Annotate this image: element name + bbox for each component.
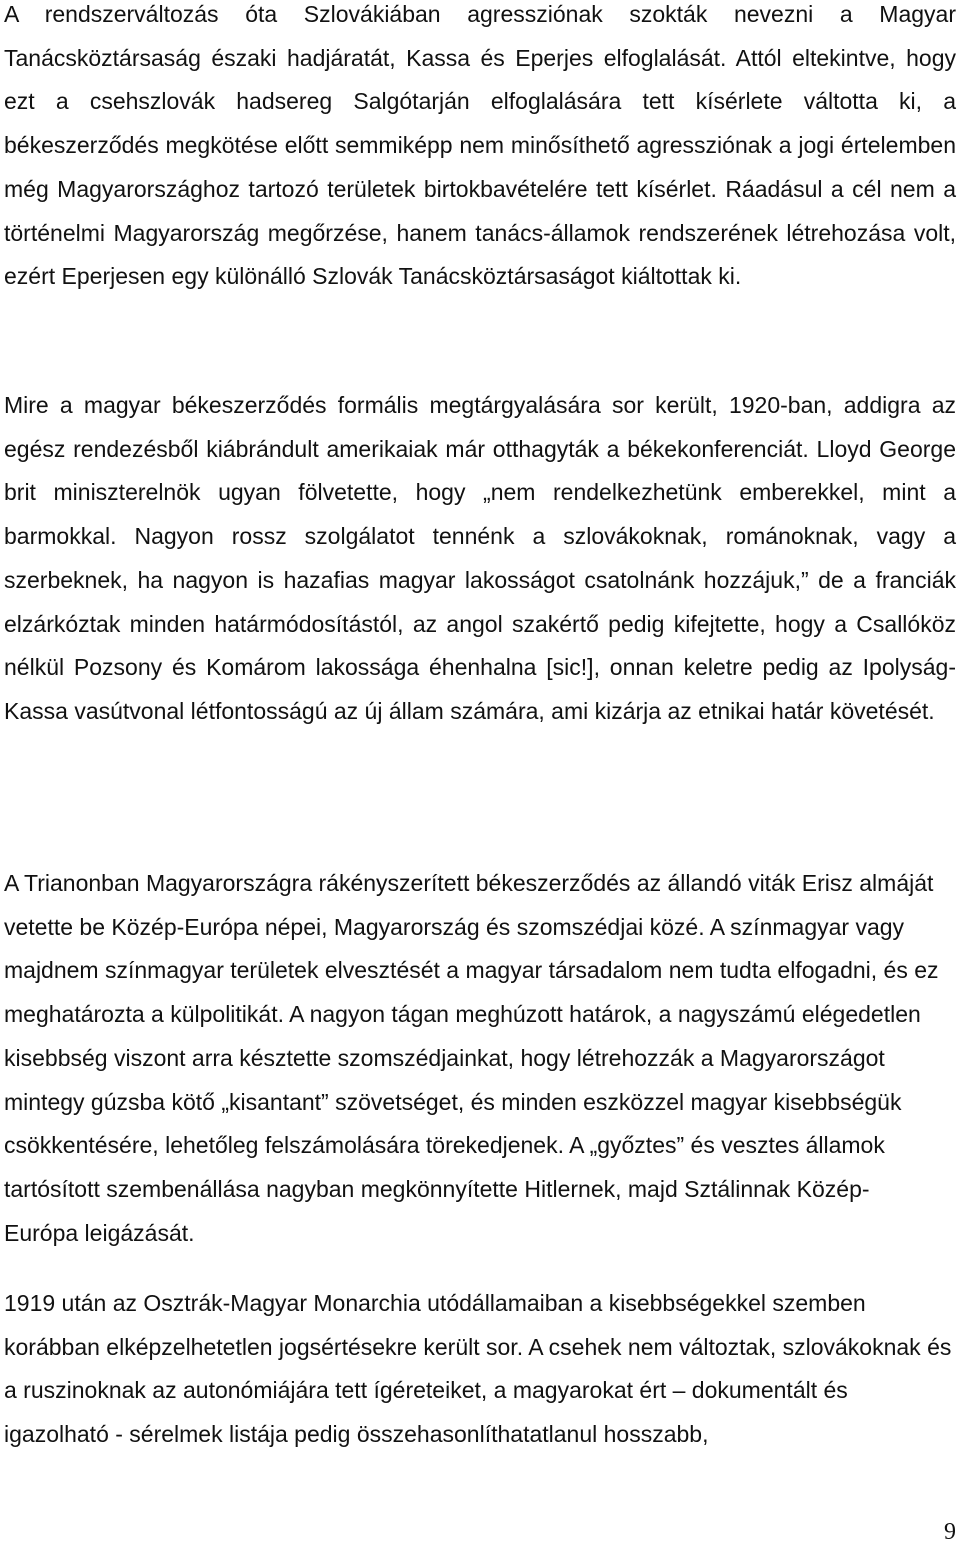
paragraph-4: 1919 után az Osztrák-Magyar Monarchia utódállamaiban a kisebbségekkel szemben korábban elképzelhetetlen jogsértésekre került sor. A csehek nem változtak, szlovákoknak és a ruszinoknak az autonómiájára tett ígéreteiket, a magyarokat ért – dokumentált és igazolható - sérelmek listája pedig összehasonlíthatatlanul hosszabb, bbox=[4, 1290, 952, 1448]
paragraph-1: A rendszerváltozás óta Szlovákiában agressziónak szokták nevezni a Magyar Tanácsköztársaság északi hadjáratát, Kassa és Eperjes elfoglalását. Attól eltekintve, hogy ezt a csehszlovák hadsereg Salgótarján elfoglalására tett kísérlete váltotta ki, a békeszerződés megkötése előtt semmiképp nem minősíthető agressziónak a jogi értelemben még Magyarországhoz tartozó területek birtokbavételére tett kísérlet. Ráadásul a cél nem a történelmi Magyarország megőrzése, hanem tanács-államok rendszerének létrehozása volt, ezért Eperjesen egy különálló Szlovák Tanácsköztársaságot kiáltottak ki. bbox=[4, 1, 956, 290]
page-number: 9 bbox=[944, 1519, 956, 1545]
paragraph-2: Mire a magyar békeszerződés formális megtárgyalására sor került, 1920-ban, addigra az egész rendezésből kiábrándult amerikaiak már otthagyták a békekonferenciát. Lloyd George brit miniszterelnök ugyan fölvetette, hogy „nem rendelkezhetünk emberekkel, mint a barmokkal. Nagyon rossz szolgálatot tennénk a szlovákoknak, románoknak, vagy a szerbeknek, ha nagyon is hazafias magyar lakosságot csatolnánk hozzájuk,” de a franciák elzárkóztak minden határmódosítástól, az angol szakértő pedig kifejtette, hogy a Csallóköz nélkül Pozsony és Komárom lakossága éhenhalna [sic!], onnan keletre pedig az Ipolyság-Kassa vasútvonal létfontosságú az új állam számára, ami kizárja az etnikai határ követését. bbox=[4, 392, 956, 724]
paragraph-3: A Trianonban Magyarországra rákényszerített békeszerződés az állandó viták Erisz almáját vetette be Közép-Európa népei, Magyarország és szomszédjai közé. A színmagyar vagy majdnem színmagyar területek elvesztését a magyar társadalom nem tudta elfogadni, és ez meghatározta a külpolitikát. A nagyon tágan meghúzott határok, a nagyszámú elégedetlen kisebbség viszont arra késztette szomszédjainkat, hogy létrehozzák a Magyarországot mintegy gúzsba kötő „kisantant” szövetséget, és minden eszközzel magyar kisebbségük csökkentésére, lehetőleg felszámolására törekedjenek. A „győztes” és vesztes államok tartósított szembenállása nagyban megkönnyítette Hitlernek, majd Sztálinnak Közép-Európa leigázását. bbox=[4, 870, 939, 1246]
